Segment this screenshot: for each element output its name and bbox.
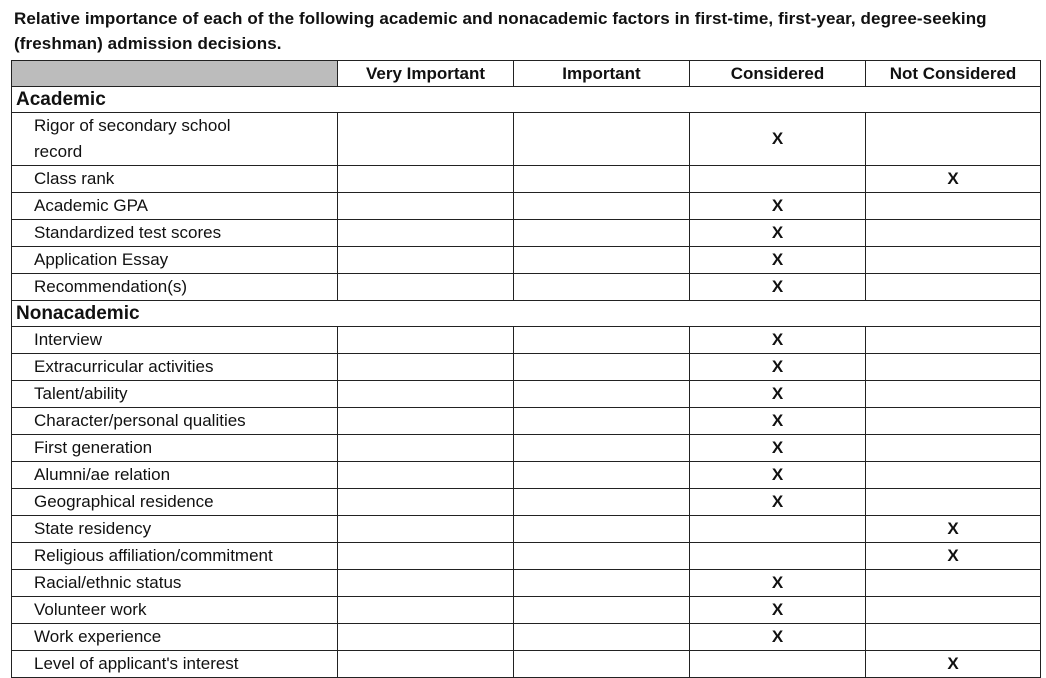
- mark-cell-considered: X: [690, 489, 866, 516]
- table-row: [12, 597, 1041, 624]
- table-row: [12, 516, 1041, 543]
- mark-cell-considered: X: [690, 193, 866, 220]
- table-row: [12, 274, 1041, 301]
- mark-cell-important: [514, 597, 690, 624]
- factor-label: Character/personal qualities: [12, 408, 338, 435]
- factor-label: Class rank: [12, 166, 338, 193]
- mark-cell-important: [514, 274, 690, 301]
- mark-cell-considered: [690, 516, 866, 543]
- mark-cell-important: [514, 166, 690, 193]
- mark-cell-important: [514, 435, 690, 462]
- column-header-important: Important: [514, 61, 690, 87]
- table-body: [12, 87, 1041, 678]
- mark-cell-not-considered: [866, 408, 1041, 435]
- section-label: Academic: [12, 87, 1041, 113]
- mark-cell-important: [514, 327, 690, 354]
- factor-label: Extracurricular activities: [12, 354, 338, 381]
- mark-cell-not-considered: [866, 193, 1041, 220]
- mark-cell-very-important: [338, 408, 514, 435]
- mark-cell-very-important: [338, 166, 514, 193]
- mark-cell-very-important: [338, 247, 514, 274]
- mark-cell-very-important: [338, 570, 514, 597]
- table-row: [12, 381, 1041, 408]
- mark-cell-important: [514, 570, 690, 597]
- mark-cell-important: [514, 408, 690, 435]
- table-row: [12, 543, 1041, 570]
- admission-factors-table: [11, 60, 1041, 678]
- table-row: [12, 327, 1041, 354]
- mark-cell-not-considered: [866, 381, 1041, 408]
- factor-label: Geographical residence: [12, 489, 338, 516]
- factor-label: Interview: [12, 327, 338, 354]
- table-row: [12, 408, 1041, 435]
- mark-cell-very-important: [338, 113, 514, 166]
- header-row: [12, 61, 1041, 87]
- factor-label: Racial/ethnic status: [12, 570, 338, 597]
- mark-cell-considered: X: [690, 381, 866, 408]
- table-row: [12, 462, 1041, 489]
- mark-cell-considered: X: [690, 354, 866, 381]
- mark-cell-not-considered: [866, 354, 1041, 381]
- mark-cell-not-considered: [866, 489, 1041, 516]
- mark-cell-considered: X: [690, 624, 866, 651]
- mark-cell-very-important: [338, 597, 514, 624]
- mark-cell-very-important: [338, 354, 514, 381]
- table-row: [12, 624, 1041, 651]
- column-header-not-considered: Not Considered: [866, 61, 1041, 87]
- section-label: Nonacademic: [12, 301, 1041, 327]
- column-header-considered: Considered: [690, 61, 866, 87]
- mark-cell-important: [514, 354, 690, 381]
- mark-cell-not-considered: X: [866, 543, 1041, 570]
- mark-cell-very-important: [338, 381, 514, 408]
- mark-cell-not-considered: [866, 327, 1041, 354]
- mark-cell-not-considered: [866, 462, 1041, 489]
- factor-label: Recommendation(s): [12, 274, 338, 301]
- mark-cell-considered: X: [690, 462, 866, 489]
- factor-label: Application Essay: [12, 247, 338, 274]
- mark-cell-not-considered: X: [866, 516, 1041, 543]
- mark-cell-considered: X: [690, 274, 866, 301]
- factor-label: Talent/ability: [12, 381, 338, 408]
- mark-cell-very-important: [338, 516, 514, 543]
- mark-cell-not-considered: [866, 624, 1041, 651]
- mark-cell-very-important: [338, 220, 514, 247]
- mark-cell-considered: [690, 166, 866, 193]
- mark-cell-very-important: [338, 489, 514, 516]
- mark-cell-very-important: [338, 651, 514, 678]
- header-blank-cell: [12, 61, 338, 87]
- factor-label: First generation: [12, 435, 338, 462]
- mark-cell-considered: X: [690, 408, 866, 435]
- table-title: Relative importance of each of the following academic and nonacademic factors in first-time, first-year, degree-seeking (freshman) admission decisions.: [14, 9, 987, 53]
- mark-cell-very-important: [338, 435, 514, 462]
- factor-label: Standardized test scores: [12, 220, 338, 247]
- mark-cell-not-considered: [866, 570, 1041, 597]
- mark-cell-not-considered: [866, 274, 1041, 301]
- mark-cell-important: [514, 193, 690, 220]
- mark-cell-considered: X: [690, 570, 866, 597]
- section-header-row: [12, 301, 1041, 327]
- mark-cell-considered: X: [690, 247, 866, 274]
- table-row: [12, 354, 1041, 381]
- factor-label: Volunteer work: [12, 597, 338, 624]
- mark-cell-considered: [690, 543, 866, 570]
- table-row: [12, 247, 1041, 274]
- mark-cell-important: [514, 381, 690, 408]
- mark-cell-not-considered: X: [866, 166, 1041, 193]
- mark-cell-not-considered: [866, 247, 1041, 274]
- mark-cell-very-important: [338, 327, 514, 354]
- mark-cell-important: [514, 113, 690, 166]
- mark-cell-not-considered: X: [866, 651, 1041, 678]
- table-row: [12, 570, 1041, 597]
- mark-cell-considered: [690, 651, 866, 678]
- factor-label: Academic GPA: [12, 193, 338, 220]
- mark-cell-very-important: [338, 624, 514, 651]
- table-row: [12, 651, 1041, 678]
- mark-cell-considered: X: [690, 435, 866, 462]
- mark-cell-not-considered: [866, 435, 1041, 462]
- table-row: [12, 113, 1041, 166]
- factor-label: Level of applicant's interest: [12, 651, 338, 678]
- mark-cell-not-considered: [866, 597, 1041, 624]
- mark-cell-very-important: [338, 274, 514, 301]
- factor-label: Religious affiliation/commitment: [12, 543, 338, 570]
- mark-cell-considered: X: [690, 113, 866, 166]
- mark-cell-important: [514, 543, 690, 570]
- mark-cell-considered: X: [690, 220, 866, 247]
- factor-label: Alumni/ae relation: [12, 462, 338, 489]
- table-row: [12, 193, 1041, 220]
- mark-cell-very-important: [338, 462, 514, 489]
- mark-cell-important: [514, 220, 690, 247]
- mark-cell-important: [514, 247, 690, 274]
- mark-cell-important: [514, 516, 690, 543]
- mark-cell-important: [514, 462, 690, 489]
- table-row: [12, 220, 1041, 247]
- mark-cell-considered: X: [690, 327, 866, 354]
- table-row: [12, 166, 1041, 193]
- mark-cell-important: [514, 489, 690, 516]
- section-header-row: [12, 87, 1041, 113]
- table-row: [12, 489, 1041, 516]
- factor-label: Rigor of secondary school record: [12, 113, 338, 166]
- factor-label: Work experience: [12, 624, 338, 651]
- factor-label: State residency: [12, 516, 338, 543]
- mark-cell-considered: X: [690, 597, 866, 624]
- mark-cell-not-considered: [866, 220, 1041, 247]
- mark-cell-important: [514, 651, 690, 678]
- mark-cell-very-important: [338, 193, 514, 220]
- mark-cell-important: [514, 624, 690, 651]
- mark-cell-not-considered: [866, 113, 1041, 166]
- column-header-very-important: Very Important: [338, 61, 514, 87]
- table-row: [12, 435, 1041, 462]
- mark-cell-very-important: [338, 543, 514, 570]
